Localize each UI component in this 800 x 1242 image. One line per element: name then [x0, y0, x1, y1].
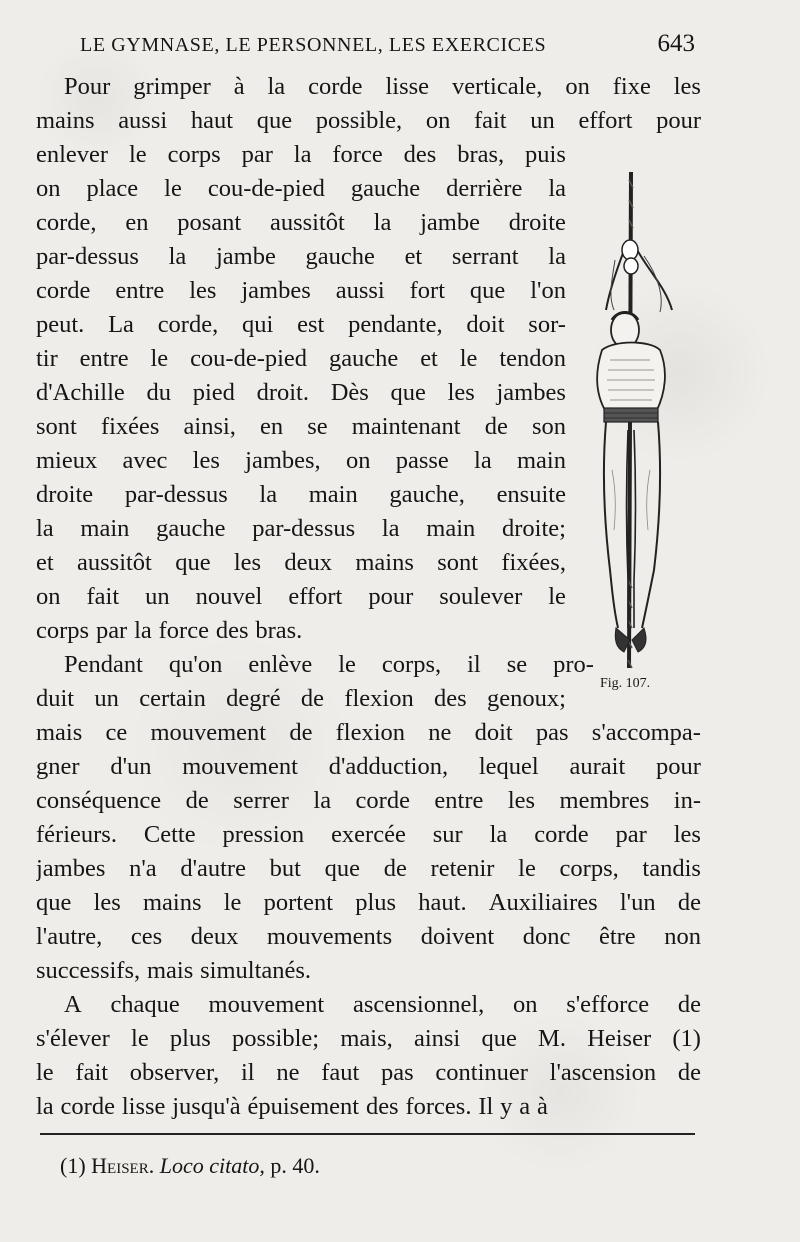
word: la	[548, 243, 566, 270]
word: par	[615, 821, 647, 848]
word: mouvements	[266, 923, 393, 950]
footnote	[60, 1153, 320, 1179]
word: ainsi	[413, 1025, 461, 1052]
word: la	[313, 787, 332, 814]
text-line	[36, 614, 566, 648]
word: du	[146, 379, 171, 406]
word: droite	[508, 209, 566, 236]
word: fixées,	[501, 549, 566, 576]
word: mouvement	[182, 753, 298, 780]
word: aussi	[118, 107, 168, 134]
word: continuer	[435, 1059, 528, 1086]
word: le	[338, 651, 356, 678]
word: il	[467, 651, 481, 678]
word: des	[434, 685, 467, 712]
word: doit	[466, 311, 505, 338]
word: jambes	[241, 277, 311, 304]
word: l'on	[530, 277, 566, 304]
word: les	[233, 549, 262, 576]
word: corps,	[381, 651, 442, 678]
word: chaque	[110, 991, 180, 1018]
word: mains	[143, 889, 202, 916]
word: ces	[130, 923, 163, 950]
word: fixées	[100, 413, 160, 440]
word: on	[425, 107, 451, 134]
word: s'accompa-	[591, 719, 701, 746]
word: à	[233, 73, 245, 100]
word: les	[447, 379, 475, 406]
text-line	[36, 444, 566, 478]
word: entre	[115, 277, 165, 304]
word: corps	[36, 617, 90, 644]
word: nouvel	[195, 583, 263, 610]
text-line	[36, 70, 701, 104]
word: pied	[192, 379, 235, 406]
word: s'efforce	[566, 991, 650, 1018]
word: la	[293, 141, 312, 168]
word: le	[164, 175, 182, 202]
word: non	[664, 923, 701, 950]
word: derrière	[446, 175, 523, 202]
word: des	[215, 617, 249, 644]
word: haut	[190, 107, 234, 134]
word: l'un	[619, 889, 656, 916]
word: est	[297, 311, 325, 338]
word: ce	[105, 719, 128, 746]
footnote-title: Loco citato,	[159, 1153, 265, 1178]
text-line	[36, 478, 566, 512]
word: pendante,	[348, 311, 443, 338]
word: doit	[474, 719, 513, 746]
word: observer,	[129, 1059, 220, 1086]
text-line	[36, 240, 566, 274]
word: pour	[368, 583, 414, 610]
word: en	[260, 413, 284, 440]
word: on	[513, 991, 538, 1018]
word: forces.	[405, 1093, 472, 1120]
word: duit	[36, 685, 75, 712]
word: droit.	[256, 379, 309, 406]
word: de	[289, 719, 313, 746]
text-line	[36, 954, 701, 988]
word: ascensionnel,	[352, 991, 485, 1018]
word: corps	[167, 141, 221, 168]
text-line	[36, 784, 701, 818]
word: de	[484, 413, 508, 440]
word: fort	[409, 277, 445, 304]
word: doivent	[420, 923, 495, 950]
word: sont	[36, 413, 77, 440]
text-line	[36, 172, 566, 206]
word: le	[459, 345, 478, 372]
word: portent	[263, 889, 334, 916]
word: degré	[226, 685, 281, 712]
word: Cette	[143, 821, 196, 848]
word: par-dessus	[124, 481, 228, 508]
word: la	[548, 175, 566, 202]
word: et	[420, 345, 438, 372]
word: jambes	[496, 379, 566, 406]
word: fait	[75, 1059, 109, 1086]
word: mais	[146, 957, 194, 984]
word: corde	[355, 787, 410, 814]
word: l'autre,	[36, 923, 103, 950]
word: aussitôt	[269, 209, 345, 236]
word: que	[175, 549, 211, 576]
text-line	[36, 750, 701, 784]
word: tandis	[642, 855, 701, 882]
word: pas	[535, 719, 569, 746]
word: la	[259, 481, 278, 508]
word: force	[158, 617, 209, 644]
word: droite	[36, 481, 94, 508]
word: et	[404, 243, 423, 270]
text-line	[36, 410, 566, 444]
word: main	[517, 447, 566, 474]
word: jambes,	[245, 447, 321, 474]
word: que	[256, 107, 293, 134]
word: mouvement	[150, 719, 267, 746]
page-number: 643	[657, 30, 695, 57]
word: le	[518, 855, 536, 882]
word: verticale,	[451, 73, 543, 100]
word: peut.	[36, 311, 85, 338]
word: enlever	[36, 141, 109, 168]
word: de	[185, 787, 209, 814]
word: puis	[525, 141, 566, 168]
word: qu'on	[168, 651, 223, 678]
word: genoux;	[486, 685, 566, 712]
word: un	[94, 685, 119, 712]
word: jambe	[215, 243, 276, 270]
word: la	[267, 73, 286, 100]
word: sont	[437, 549, 479, 576]
word: un	[530, 107, 555, 134]
word: Pendant	[64, 651, 143, 678]
word: haut.	[418, 889, 467, 916]
word: on	[345, 447, 371, 474]
word: de	[383, 855, 407, 882]
text-line	[36, 1022, 701, 1056]
word: tendon	[499, 345, 566, 372]
word: Il	[478, 1093, 494, 1120]
word: par	[95, 617, 128, 644]
word: droite;	[502, 515, 566, 542]
word: d'un	[110, 753, 152, 780]
word: conséquence	[36, 787, 162, 814]
word: aussitôt	[77, 549, 152, 576]
text-line	[36, 580, 566, 614]
word: de	[300, 685, 325, 712]
word: passe	[395, 447, 449, 474]
text-line	[36, 512, 566, 546]
rope-climber-illustration-icon	[570, 170, 700, 700]
word: férieurs.	[36, 821, 117, 848]
word: main	[308, 481, 358, 508]
word: lequel	[478, 753, 539, 780]
word: corps,	[559, 855, 619, 882]
word: la	[489, 821, 508, 848]
word: exercée	[331, 821, 406, 848]
word: de	[677, 889, 701, 916]
word: La	[108, 311, 134, 338]
word: d'adduction,	[328, 753, 449, 780]
word: d'autre	[180, 855, 246, 882]
word: le	[36, 1059, 54, 1086]
text-line	[36, 274, 566, 308]
text-line	[36, 988, 701, 1022]
word: aussi	[335, 277, 385, 304]
word: par	[241, 141, 273, 168]
word: mieux	[36, 447, 98, 474]
word: lisse	[121, 1093, 166, 1120]
text-line	[36, 886, 701, 920]
word: jusqu'à	[172, 1093, 241, 1120]
text-line	[36, 716, 701, 750]
word: corde	[308, 73, 363, 100]
word: A	[64, 991, 82, 1018]
word: deux	[284, 549, 333, 576]
word: épuisement	[247, 1093, 360, 1120]
word: il	[241, 1059, 255, 1086]
word: le	[548, 583, 566, 610]
text-line	[36, 818, 701, 852]
word: membres	[559, 787, 650, 814]
figure-107	[570, 170, 700, 700]
text-line	[36, 308, 566, 342]
word: fait	[86, 583, 120, 610]
word: aurait	[569, 753, 626, 780]
word: que	[481, 1025, 517, 1052]
footnote-author: Heiser.	[91, 1153, 155, 1178]
word: la	[36, 1093, 54, 1120]
word: sur	[432, 821, 463, 848]
word: plus	[355, 889, 397, 916]
word: gauche	[156, 515, 226, 542]
text-line	[36, 104, 701, 138]
word: effort	[578, 107, 633, 134]
word: possible;	[231, 1025, 320, 1052]
word: se	[506, 651, 528, 678]
word: effort	[288, 583, 343, 610]
word: enlève	[248, 651, 313, 678]
word: lisse	[385, 73, 430, 100]
word: qui	[242, 311, 274, 338]
word: les	[673, 821, 701, 848]
word: ensuite	[496, 481, 566, 508]
word: pas	[381, 1059, 414, 1086]
word: entre	[79, 345, 129, 372]
word: le	[131, 1025, 149, 1052]
word: gauche	[305, 243, 375, 270]
word: a	[519, 1093, 531, 1120]
running-head: LE GYMNASE, LE PERSONNEL, LES EXERCICES	[80, 34, 547, 56]
footnote-page: p. 40.	[270, 1153, 320, 1178]
word: avec	[122, 447, 168, 474]
word: retenir	[430, 855, 495, 882]
word: serrer	[233, 787, 289, 814]
word: être	[598, 923, 636, 950]
word: les	[93, 889, 121, 916]
word: possible,	[315, 107, 403, 134]
word: bras,	[457, 141, 505, 168]
text-line	[36, 138, 566, 172]
word: fixe	[612, 73, 651, 100]
word: mais	[36, 719, 83, 746]
word: jambe	[420, 209, 480, 236]
word: pro-	[553, 651, 594, 678]
word: des	[365, 1093, 399, 1120]
word: les	[673, 73, 701, 100]
word: gauche,	[389, 481, 465, 508]
word: se	[307, 413, 328, 440]
page-header	[80, 30, 695, 64]
word: serrant	[451, 243, 519, 270]
word: fait	[473, 107, 507, 134]
word: corde,	[157, 311, 219, 338]
word: certain	[139, 685, 206, 712]
text-line	[36, 342, 566, 376]
text-line	[36, 206, 566, 240]
word: entre	[434, 787, 484, 814]
word: à	[536, 1093, 548, 1120]
word: deux	[190, 923, 239, 950]
word: Auxiliaires	[488, 889, 598, 916]
word: maintenant	[351, 413, 461, 440]
word: cou-de-pied	[207, 175, 325, 202]
word: on	[565, 73, 590, 100]
word: pour	[656, 753, 701, 780]
word: plus	[169, 1025, 211, 1052]
word: mains	[355, 549, 414, 576]
word: la	[381, 515, 400, 542]
word: et	[36, 549, 54, 576]
word: corde,	[36, 209, 97, 236]
word: de	[677, 1059, 701, 1086]
word: (1)	[672, 1025, 701, 1052]
text-line	[36, 546, 566, 580]
word: Heiser	[587, 1025, 652, 1052]
text-line	[36, 376, 566, 410]
word: on	[36, 583, 61, 610]
word: que	[36, 889, 72, 916]
word: successifs,	[36, 957, 141, 984]
word: le	[150, 345, 169, 372]
word: tir	[36, 345, 58, 372]
word: que	[469, 277, 506, 304]
word: gauche	[328, 345, 399, 372]
word: son	[531, 413, 566, 440]
word: la	[134, 617, 152, 644]
word: on	[36, 175, 61, 202]
word: cou-de-pied	[190, 345, 308, 372]
word: corde	[534, 821, 589, 848]
word: les	[192, 447, 220, 474]
word: les	[507, 787, 536, 814]
word: par-dessus	[36, 243, 139, 270]
word: posant	[177, 209, 242, 236]
word: sor-	[528, 311, 566, 338]
text-line	[36, 648, 594, 682]
word: flexion	[335, 719, 406, 746]
word: main	[80, 515, 130, 542]
word: mains	[36, 107, 95, 134]
word: d'Achille	[36, 379, 125, 406]
word: pour	[656, 107, 701, 134]
word: in-	[673, 787, 701, 814]
word: main	[426, 515, 476, 542]
word: ainsi,	[183, 413, 236, 440]
word: n'a	[129, 855, 157, 882]
text-line	[36, 682, 566, 716]
word: force	[332, 141, 383, 168]
word: soulever	[439, 583, 523, 610]
word: par-dessus	[252, 515, 356, 542]
word: place	[86, 175, 139, 202]
word: flexion	[344, 685, 414, 712]
word: que	[324, 855, 361, 882]
word: mouvement	[208, 991, 325, 1018]
word: gauche	[350, 175, 421, 202]
word: corde	[60, 1093, 115, 1120]
word: le	[223, 889, 242, 916]
word: le	[129, 141, 147, 168]
word: pression	[222, 821, 305, 848]
text-line	[36, 852, 701, 886]
word: mais,	[340, 1025, 393, 1052]
word: des	[403, 141, 437, 168]
word: la	[373, 209, 392, 236]
word: simultanés.	[200, 957, 312, 984]
word: but	[269, 855, 301, 882]
word: la	[168, 243, 187, 270]
word: la	[36, 515, 54, 542]
word: faut	[321, 1059, 360, 1086]
word: grimper	[133, 73, 211, 100]
word: M.	[538, 1025, 566, 1052]
word: en	[125, 209, 149, 236]
text-line	[36, 1056, 701, 1090]
word: les	[189, 277, 217, 304]
word: y	[500, 1093, 513, 1120]
word: un	[145, 583, 170, 610]
word: ne	[428, 719, 452, 746]
word: donc	[522, 923, 571, 950]
word: gner	[36, 753, 80, 780]
footnote-marker: (1)	[60, 1153, 86, 1178]
word: corde	[36, 277, 91, 304]
word: la	[474, 447, 492, 474]
word: Dès	[330, 379, 369, 406]
text-line	[36, 920, 701, 954]
word: jambes	[36, 855, 106, 882]
word: bras.	[255, 617, 303, 644]
text-line	[36, 1090, 701, 1124]
word: que	[390, 379, 426, 406]
word: ne	[276, 1059, 300, 1086]
word: Pour	[64, 73, 111, 100]
figure-caption: Fig. 107.	[600, 676, 651, 691]
word: de	[677, 991, 701, 1018]
word: s'élever	[36, 1025, 110, 1052]
footnote-rule	[40, 1133, 695, 1135]
word: l'ascension	[549, 1059, 657, 1086]
